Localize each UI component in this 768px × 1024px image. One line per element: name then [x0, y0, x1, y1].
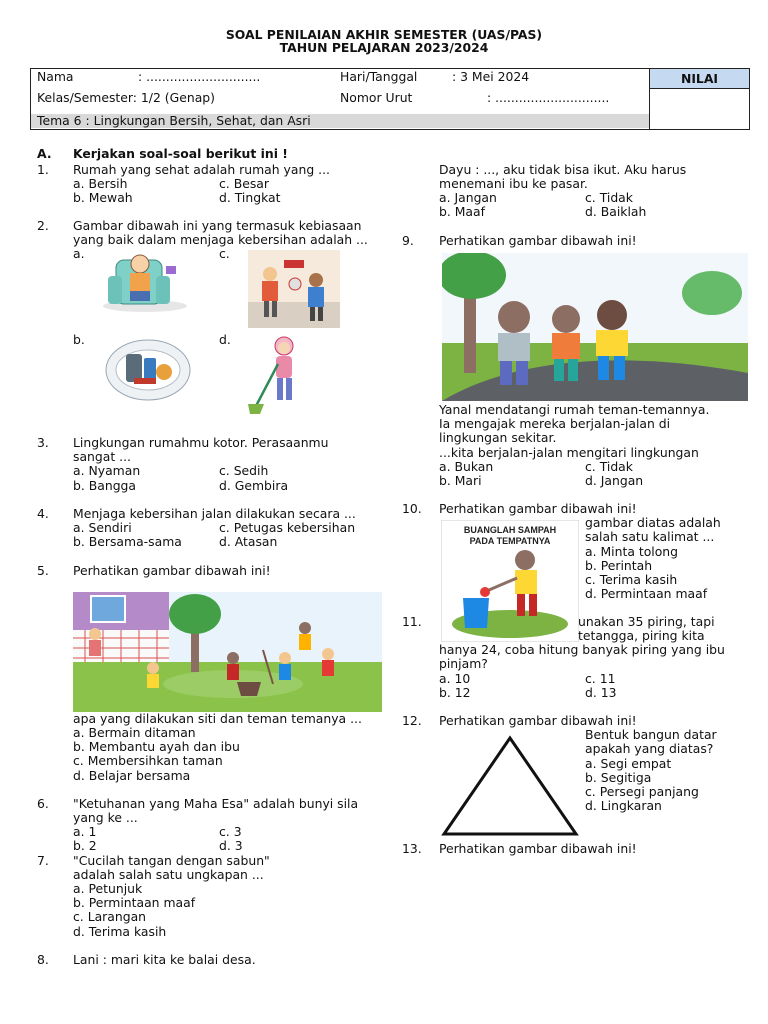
q3-option-b[interactable]: b. Bangga	[73, 478, 137, 493]
q12-number: 12.	[402, 713, 422, 728]
q9-text: Perhatikan gambar dibawah ini!	[439, 233, 637, 248]
poster-line-2: PADA TEMPATNYA	[469, 536, 551, 546]
q7-option-d[interactable]: d. Terima kasih	[73, 924, 167, 939]
q6-option-c[interactable]: c. 3	[219, 824, 242, 839]
q1-text: Rumah yang sehat adalah rumah yang ...	[73, 162, 330, 177]
q7-option-a[interactable]: a. Petunjuk	[73, 881, 143, 896]
q11-option-b[interactable]: b. 12	[439, 685, 471, 700]
q6-number: 6.	[37, 796, 49, 811]
q6-line2: yang ke ...	[73, 810, 138, 825]
date-label: Hari/Tanggal	[340, 69, 418, 84]
children-walking-image	[442, 253, 748, 401]
q7-option-b[interactable]: b. Permintaan maaf	[73, 895, 196, 910]
q11-line2: tetangga, piring kita	[578, 628, 705, 643]
throw-trash-poster-image	[441, 520, 579, 642]
q5-number: 5.	[37, 563, 49, 578]
q11-line1: unakan 35 piring, tapi	[578, 614, 715, 629]
q6-option-a[interactable]: a. 1	[73, 824, 97, 839]
q7-line1: "Cucilah tangan dengan sabun"	[73, 853, 270, 868]
q10-option-a[interactable]: a. Minta tolong	[585, 544, 679, 559]
q10-line2: salah satu kalimat ...	[585, 529, 715, 544]
q2-option-b[interactable]: b.	[73, 332, 85, 347]
triangle-shape-image	[440, 734, 580, 838]
q9-option-c[interactable]: c. Tidak	[585, 459, 633, 474]
q9-line1: Yanal mendatangi rumah teman-temannya.	[439, 402, 710, 417]
q11-line3: hanya 24, coba hitung banyak piring yang ibu	[439, 642, 725, 657]
q10-number: 10.	[402, 501, 422, 516]
q9-option-d[interactable]: d. Jangan	[585, 473, 644, 488]
girl-sweeping-image	[244, 334, 308, 420]
q7-number: 7.	[37, 853, 49, 868]
q11-line4: pinjam?	[439, 656, 488, 671]
q11-number: 11.	[402, 614, 422, 629]
q11-option-d[interactable]: d. 13	[585, 685, 617, 700]
section-title: Kerjakan soal-soal berikut ini !	[73, 146, 288, 161]
poster-line-1: BUANGLAH SAMPAH	[463, 525, 557, 535]
q5-option-d[interactable]: d. Belajar bersama	[73, 768, 191, 783]
q10-line1: gambar diatas adalah	[585, 515, 721, 530]
q6-option-d[interactable]: d. 3	[219, 838, 243, 853]
q4-option-b[interactable]: b. Bersama-sama	[73, 534, 182, 549]
q3-line1: Lingkungan rumahmu kotor. Perasaanmu	[73, 435, 329, 450]
dirty-dishes-image	[104, 332, 192, 402]
q9-option-a[interactable]: a. Bukan	[439, 459, 494, 474]
q2-line2: yang baik dalam menjaga kebersihan adalah ...	[73, 232, 368, 247]
q4-option-d[interactable]: d. Atasan	[219, 534, 278, 549]
name-field[interactable]: : .............................	[138, 69, 261, 84]
q1-option-a[interactable]: a. Bersih	[73, 176, 128, 191]
q3-option-c[interactable]: c. Sedih	[219, 463, 269, 478]
q8-line2: Dayu : ..., aku tidak bisa ikut. Aku harus	[439, 162, 687, 177]
number-field[interactable]: : .............................	[487, 90, 610, 105]
q2-option-c[interactable]: c.	[219, 246, 230, 261]
class-semester: Kelas/Semester: 1/2 (Genap)	[37, 90, 215, 105]
exam-title: SOAL PENILAIAN AKHIR SEMESTER (UAS/PAS)	[225, 27, 543, 42]
q3-option-a[interactable]: a. Nyaman	[73, 463, 141, 478]
q12-line2: apakah yang diatas?	[585, 741, 714, 756]
q9-option-b[interactable]: b. Mari	[439, 473, 482, 488]
q1-option-c[interactable]: c. Besar	[219, 176, 269, 191]
q10-option-d[interactable]: d. Permintaan maaf	[585, 586, 708, 601]
q8-line3: menemani ibu ke pasar.	[439, 176, 588, 191]
q12-text: Perhatikan gambar dibawah ini!	[439, 713, 637, 728]
number-label: Nomor Urut	[340, 90, 413, 105]
q3-number: 3.	[37, 435, 49, 450]
date-value: : 3 Mei 2024	[452, 69, 530, 84]
q6-option-b[interactable]: b. 2	[73, 838, 97, 853]
q11-option-c[interactable]: c. 11	[585, 671, 616, 686]
q12-option-a[interactable]: a. Segi empat	[585, 756, 672, 771]
q12-option-b[interactable]: b. Segitiga	[585, 770, 652, 785]
q8-line1: Lani : mari kita ke balai desa.	[73, 952, 256, 967]
q8-option-d[interactable]: d. Baiklah	[585, 204, 647, 219]
q9-number: 9.	[402, 233, 414, 248]
q2-option-d[interactable]: d.	[219, 332, 231, 347]
q7-line2: adalah salah satu ungkapan ...	[73, 867, 264, 882]
q4-option-c[interactable]: c. Petugas kebersihan	[219, 520, 356, 535]
q6-line1: "Ketuhanan yang Maha Esa" adalah bunyi sila	[73, 796, 359, 811]
q13-text: Perhatikan gambar dibawah ini!	[439, 841, 637, 856]
q8-option-c[interactable]: c. Tidak	[585, 190, 633, 205]
q12-line1: Bentuk bangun datar	[585, 727, 717, 742]
q9-line4: ...kita berjalan-jalan mengitari lingkungan	[439, 445, 699, 460]
section-letter: A.	[37, 146, 52, 161]
q8-number: 8.	[37, 952, 49, 967]
q12-option-d[interactable]: d. Lingkaran	[585, 798, 662, 813]
q4-option-a[interactable]: a. Sendiri	[73, 520, 132, 535]
q2-number: 2.	[37, 218, 49, 233]
children-cleaning-image	[248, 250, 340, 328]
q3-option-d[interactable]: d. Gembira	[219, 478, 289, 493]
q3-line2: sangat ...	[73, 449, 131, 464]
name-label: Nama	[37, 69, 74, 84]
q12-option-c[interactable]: c. Persegi panjang	[585, 784, 699, 799]
q4-number: 4.	[37, 506, 49, 521]
q13-number: 13.	[402, 841, 422, 856]
q5-question: apa yang dilakukan siti dan teman temanya ...	[73, 711, 362, 726]
q9-line2: Ia mengajak mereka berjalan-jalan di	[439, 416, 671, 431]
q7-option-c[interactable]: c. Larangan	[73, 909, 147, 924]
q4-text: Menjaga kebersihan jalan dilakukan secara ...	[73, 506, 356, 521]
q5-option-c[interactable]: c. Membersihkan taman	[73, 753, 223, 768]
q1-option-b[interactable]: b. Mewah	[73, 190, 133, 205]
q2-line1: Gambar dibawah ini yang termasuk kebiasaan	[73, 218, 362, 233]
q8-option-a[interactable]: a. Jangan	[439, 190, 497, 205]
q10-option-b[interactable]: b. Perintah	[585, 558, 653, 573]
q11-option-a[interactable]: a. 10	[439, 671, 471, 686]
q5-text: Perhatikan gambar dibawah ini!	[73, 563, 271, 578]
q5-option-b[interactable]: b. Membantu ayah dan ibu	[73, 739, 240, 754]
child-watching-tv-image	[100, 246, 190, 314]
score-label: NILAI	[650, 69, 749, 89]
q5-option-a[interactable]: a. Bermain ditaman	[73, 725, 196, 740]
q10-option-c[interactable]: c. Terima kasih	[585, 572, 678, 587]
q8-option-b[interactable]: b. Maaf	[439, 204, 485, 219]
q10-text: Perhatikan gambar dibawah ini!	[439, 501, 637, 516]
q1-number: 1.	[37, 162, 49, 177]
q9-line3: lingkungan sekitar.	[439, 430, 557, 445]
school-year: TAHUN PELAJARAN 2023/2024	[279, 40, 489, 55]
q1-option-d[interactable]: d. Tingkat	[219, 190, 281, 205]
children-cleaning-garden-image	[73, 592, 382, 712]
q2-option-a[interactable]: a.	[73, 246, 85, 261]
theme-label: Tema 6 : Lingkungan Bersih, Sehat, dan Asri	[37, 113, 311, 128]
